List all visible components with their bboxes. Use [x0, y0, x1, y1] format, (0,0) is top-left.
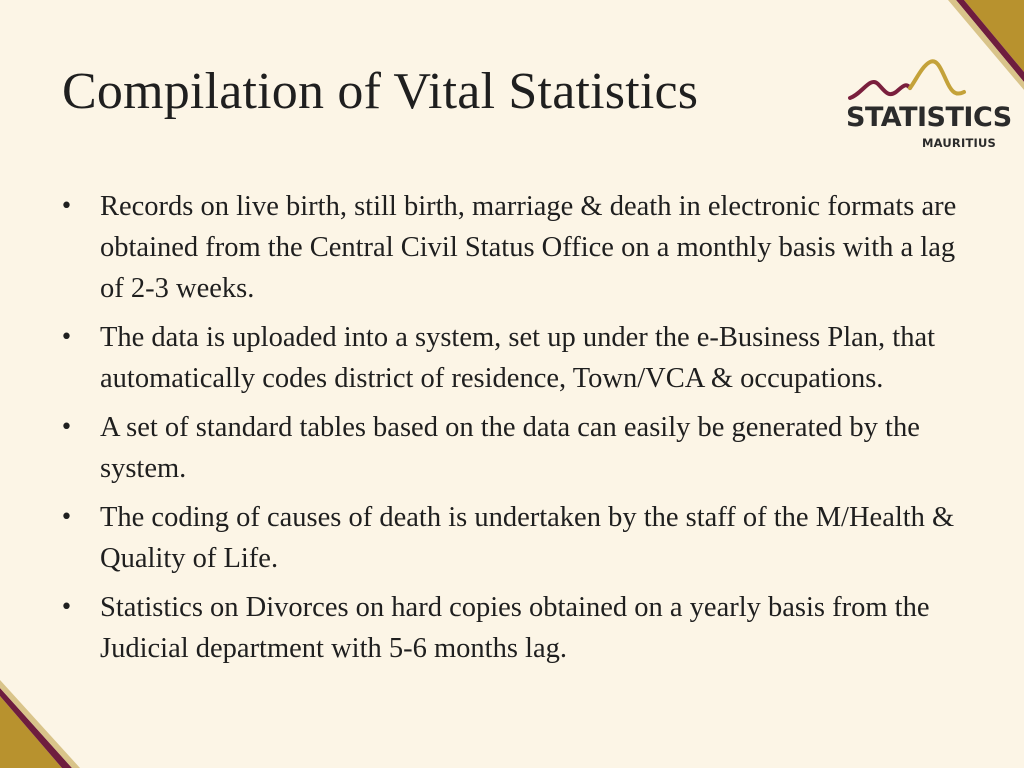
bullet-text: A set of standard tables based on the data can easily be generated by the system.	[100, 412, 920, 484]
bullet-item	[58, 186, 958, 309]
bullet-text: Records on live birth, still birth, marriage & death in electronic formats are obtained from the Central Civil Status Office on a monthly basis with a lag of 2-3 weeks.	[100, 191, 957, 304]
bullet-item	[58, 587, 958, 669]
bullet-marker: •	[60, 415, 73, 440]
bullet-text: The coding of causes of death is undertaken by the staff of the M/Health & Quality of Life.	[100, 502, 955, 574]
bullet-marker: •	[60, 325, 73, 350]
bullet-text: Statistics on Divorces on hard copies obtained on a yearly basis from the Judicial department with 5-6 months lag.	[100, 592, 930, 664]
bullet-marker: •	[60, 194, 73, 219]
statistics-mauritius-logo	[844, 58, 1012, 158]
corner-decoration-bottom-left	[0, 668, 95, 768]
bullet-item	[58, 407, 958, 489]
slide-title: Compilation of Vital Statistics	[62, 63, 699, 120]
bullet-text: The data is uploaded into a system, set up under the e-Business Plan, that automatically codes district of residence, Town/VCA & occupations.	[100, 322, 936, 394]
bullet-marker: •	[60, 595, 73, 620]
bullet-marker: •	[60, 505, 73, 530]
logo-swoosh-icon	[844, 58, 1002, 108]
bullet-list	[58, 186, 958, 677]
bullet-item	[58, 497, 958, 579]
logo-subtitle: MAURITIUS	[921, 136, 996, 150]
bullet-item	[58, 317, 958, 399]
logo-wordmark: STATISTICS	[846, 102, 1012, 133]
